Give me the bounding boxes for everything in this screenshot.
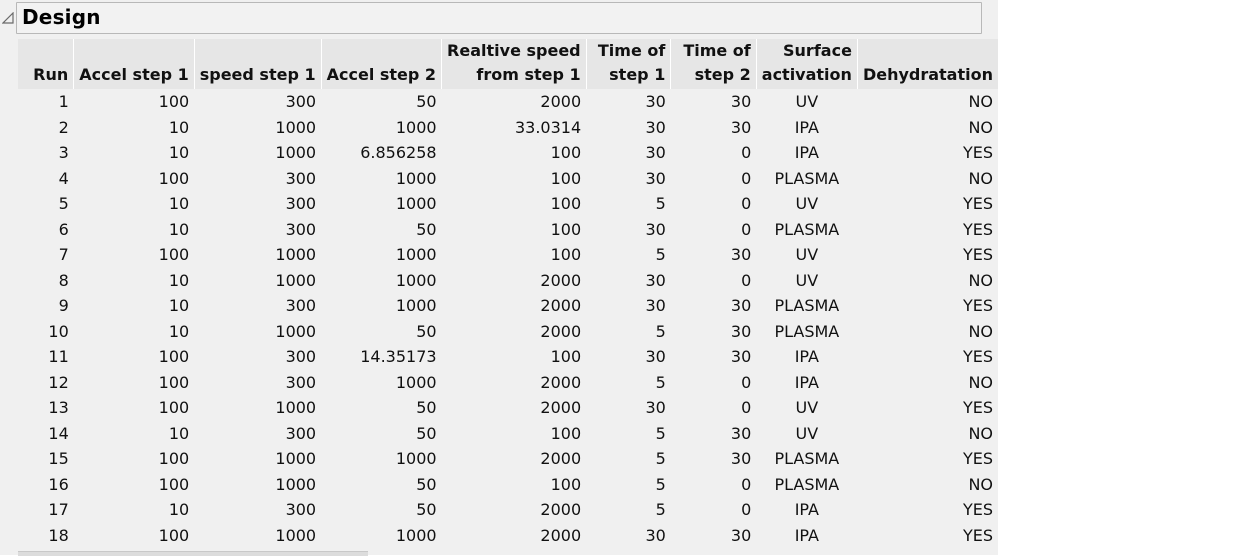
cell-time-step-1[interactable]: 5: [655, 474, 666, 494]
cell-run[interactable]: 2: [58, 117, 69, 137]
cell-time-step-2[interactable]: 0: [741, 500, 752, 519]
cell-accel-step-1[interactable]: 100: [158, 525, 190, 545]
table-row[interactable]: [18, 166, 998, 192]
cell-run[interactable]: 17: [48, 500, 69, 519]
cell-time-step-2[interactable]: 0: [741, 143, 752, 162]
cell-surface-activation[interactable]: IPA: [794, 525, 819, 545]
cell-run[interactable]: 15: [48, 449, 69, 468]
cell-accel-step-1[interactable]: 10: [168, 194, 190, 213]
cell-speed-step-1[interactable]: 300: [285, 500, 317, 519]
header-accel-step-1-label: Accel step 1: [79, 65, 189, 84]
cell-surface-activation[interactable]: UV: [795, 398, 819, 417]
cell-run[interactable]: 6: [58, 219, 69, 239]
cell-relative-speed[interactable]: 2000: [540, 398, 582, 417]
cell-relative-speed[interactable]: 33.0314: [514, 117, 582, 137]
disclosure-triangle-icon[interactable]: [2, 12, 14, 24]
cell-time-step-1[interactable]: 30: [645, 143, 666, 162]
cell-time-step-2[interactable]: 0: [741, 168, 752, 188]
cell-relative-speed[interactable]: 2000: [540, 449, 582, 468]
header-time-step-2[interactable]: [671, 39, 756, 89]
cell-dehydratation[interactable]: NO: [968, 92, 993, 111]
header-speed-step-1[interactable]: [194, 39, 321, 89]
cell-accel-step-2[interactable]: 14.35173: [360, 347, 437, 366]
cell-accel-step-1[interactable]: 10: [168, 321, 190, 341]
table-row[interactable]: [18, 140, 998, 166]
cell-speed-step-1[interactable]: 1000: [275, 143, 317, 162]
cell-accel-step-2[interactable]: 1000: [395, 449, 437, 468]
cell-surface-activation[interactable]: PLASMA: [774, 296, 840, 315]
cell-run[interactable]: 8: [58, 270, 69, 290]
cell-dehydratation[interactable]: NO: [968, 270, 993, 290]
header-run[interactable]: [18, 39, 74, 89]
table-header-row: [18, 39, 998, 89]
cell-surface-activation[interactable]: IPA: [794, 372, 819, 392]
cell-time-step-2[interactable]: 0: [741, 398, 752, 417]
cell-dehydratation[interactable]: NO: [968, 474, 993, 494]
cell-speed-step-1[interactable]: 1000: [275, 449, 317, 468]
cell-dehydratation[interactable]: NO: [968, 372, 993, 392]
cell-dehydratation[interactable]: NO: [968, 321, 993, 341]
cell-surface-activation[interactable]: PLASMA: [774, 449, 840, 468]
cell-accel-step-2[interactable]: 50: [416, 321, 437, 341]
cell-accel-step-1[interactable]: 10: [168, 270, 190, 290]
header-accel-step-2[interactable]: [321, 39, 441, 89]
cell-run[interactable]: 7: [58, 245, 69, 264]
cell-time-step-2[interactable]: 30: [730, 423, 752, 443]
table-row[interactable]: [18, 370, 998, 396]
header-accel-step-2-label: Accel step 2: [326, 65, 437, 84]
header-time-step-1[interactable]: [586, 39, 671, 89]
cell-run[interactable]: 4: [58, 168, 69, 188]
design-table: [18, 39, 998, 548]
cell-accel-step-2[interactable]: 50: [416, 219, 437, 239]
cell-dehydratation[interactable]: YES: [962, 449, 993, 468]
outline-title-box[interactable]: [16, 2, 982, 34]
cell-dehydratation[interactable]: YES: [962, 347, 993, 366]
table-row[interactable]: [18, 319, 998, 345]
cell-speed-step-1[interactable]: 300: [285, 423, 317, 443]
cell-time-step-1[interactable]: 30: [645, 525, 666, 545]
cell-relative-speed[interactable]: 2000: [540, 500, 582, 519]
cell-time-step-2[interactable]: 30: [730, 92, 752, 111]
cell-time-step-2[interactable]: 0: [741, 474, 752, 494]
cell-time-step-2[interactable]: 0: [741, 219, 752, 239]
cell-speed-step-1[interactable]: 1000: [275, 270, 317, 290]
table-row[interactable]: [18, 242, 998, 268]
cell-dehydratation[interactable]: YES: [962, 143, 993, 162]
outline-title: Design: [22, 5, 101, 29]
cell-accel-step-2[interactable]: 1000: [395, 525, 437, 545]
cell-time-step-1[interactable]: 30: [645, 296, 666, 315]
table-row[interactable]: [18, 191, 998, 217]
table-row[interactable]: [18, 89, 998, 115]
header-time-step-1-line2: step 1: [609, 65, 666, 84]
cell-relative-speed[interactable]: 100: [550, 143, 582, 162]
cell-time-step-2[interactable]: 30: [730, 449, 752, 468]
table-row[interactable]: [18, 268, 998, 294]
cell-accel-step-1[interactable]: 10: [168, 423, 190, 443]
cell-dehydratation[interactable]: YES: [962, 194, 993, 213]
table-row[interactable]: [18, 421, 998, 447]
cell-dehydratation[interactable]: NO: [968, 168, 993, 188]
cell-surface-activation[interactable]: UV: [795, 245, 819, 264]
table-row[interactable]: [18, 115, 998, 141]
cell-relative-speed[interactable]: 2000: [540, 92, 582, 111]
cell-run[interactable]: 12: [48, 372, 69, 392]
cell-time-step-2[interactable]: 30: [730, 347, 752, 366]
cell-time-step-2[interactable]: 0: [741, 194, 752, 213]
cell-surface-activation[interactable]: IPA: [794, 347, 819, 366]
cell-time-step-1[interactable]: 5: [655, 245, 666, 264]
cell-surface-activation[interactable]: IPA: [794, 500, 819, 519]
cell-dehydratation[interactable]: NO: [968, 423, 993, 443]
cell-accel-step-2[interactable]: 1000: [395, 117, 437, 137]
cell-speed-step-1[interactable]: 1000: [275, 117, 317, 137]
table-row[interactable]: [18, 523, 998, 549]
header-relative-speed-line1: Realtive speed: [447, 41, 581, 60]
table-row[interactable]: [18, 472, 998, 498]
cell-run[interactable]: 13: [48, 398, 69, 417]
cell-time-step-1[interactable]: 30: [645, 92, 666, 111]
cell-time-step-1[interactable]: 30: [645, 168, 666, 188]
design-outline-header[interactable]: [0, 2, 984, 34]
cell-time-step-2[interactable]: 30: [730, 296, 752, 315]
cell-accel-step-2[interactable]: 1000: [395, 194, 437, 213]
cell-run[interactable]: 5: [58, 194, 69, 213]
header-run-label: Run: [33, 65, 69, 84]
cell-time-step-2[interactable]: 30: [730, 321, 752, 341]
cell-speed-step-1[interactable]: 300: [285, 372, 317, 392]
cell-accel-step-2[interactable]: 1000: [395, 372, 437, 392]
cell-accel-step-2[interactable]: 1000: [395, 168, 437, 188]
cell-relative-speed[interactable]: 2000: [540, 372, 582, 392]
cell-surface-activation[interactable]: UV: [795, 270, 819, 290]
cell-relative-speed[interactable]: 2000: [540, 321, 582, 341]
header-relative-speed-line2: from step 1: [476, 65, 581, 84]
cell-surface-activation[interactable]: IPA: [794, 143, 819, 162]
cell-speed-step-1[interactable]: 300: [285, 347, 317, 366]
cell-relative-speed[interactable]: 100: [550, 245, 582, 264]
cell-speed-step-1[interactable]: 1000: [275, 474, 317, 494]
cell-run[interactable]: 10: [48, 321, 69, 341]
cell-dehydratation[interactable]: YES: [962, 398, 993, 417]
cell-dehydratation[interactable]: YES: [962, 525, 993, 545]
cell-surface-activation[interactable]: PLASMA: [774, 219, 840, 239]
horizontal-scrollbar[interactable]: [18, 551, 368, 556]
header-accel-step-1[interactable]: [74, 39, 194, 89]
cell-relative-speed[interactable]: 100: [550, 474, 582, 494]
table-row[interactable]: [18, 344, 998, 370]
cell-accel-step-2[interactable]: 50: [416, 474, 437, 494]
cell-time-step-1[interactable]: 30: [645, 117, 666, 137]
cell-time-step-1[interactable]: 30: [645, 347, 666, 366]
cell-relative-speed[interactable]: 2000: [540, 270, 582, 290]
header-relative-speed[interactable]: [442, 39, 587, 89]
cell-accel-step-1[interactable]: 100: [158, 92, 190, 111]
cell-run[interactable]: 3: [58, 143, 69, 162]
cell-time-step-1[interactable]: 5: [655, 372, 666, 392]
cell-surface-activation[interactable]: PLASMA: [774, 168, 840, 188]
table-row[interactable]: [18, 293, 998, 319]
cell-time-step-2[interactable]: 30: [730, 525, 752, 545]
cell-time-step-2[interactable]: 0: [741, 270, 752, 290]
cell-time-step-1[interactable]: 30: [645, 398, 666, 417]
cell-accel-step-1[interactable]: 10: [168, 296, 190, 315]
cell-speed-step-1[interactable]: 300: [285, 219, 317, 239]
cell-accel-step-1[interactable]: 10: [168, 219, 190, 239]
header-time-step-2-line1: Time of: [683, 41, 751, 60]
cell-relative-speed[interactable]: 2000: [540, 525, 582, 545]
cell-surface-activation[interactable]: UV: [795, 92, 819, 111]
cell-speed-step-1[interactable]: 1000: [275, 525, 317, 545]
cell-run[interactable]: 18: [48, 525, 69, 545]
header-time-step-2-line2: step 2: [694, 65, 751, 84]
cell-time-step-1[interactable]: 30: [645, 219, 666, 239]
table-row[interactable]: [18, 497, 998, 523]
cell-relative-speed[interactable]: 100: [550, 423, 582, 443]
header-dehydratation[interactable]: [857, 39, 998, 89]
cell-speed-step-1[interactable]: 1000: [275, 245, 317, 264]
cell-speed-step-1[interactable]: 300: [285, 194, 317, 213]
cell-accel-step-2[interactable]: 50: [416, 500, 437, 519]
cell-surface-activation[interactable]: IPA: [794, 117, 819, 137]
header-surface-activation-line1: Surface: [783, 41, 852, 60]
cell-accel-step-2[interactable]: 6.856258: [360, 143, 437, 162]
cell-speed-step-1[interactable]: 1000: [275, 321, 317, 341]
cell-accel-step-2[interactable]: 1000: [395, 296, 437, 315]
cell-accel-step-1[interactable]: 100: [158, 168, 190, 188]
cell-accel-step-1[interactable]: 10: [168, 500, 190, 519]
table-row[interactable]: [18, 446, 998, 472]
cell-accel-step-1[interactable]: 100: [158, 398, 190, 417]
cell-accel-step-1[interactable]: 100: [158, 449, 190, 468]
cell-speed-step-1[interactable]: 300: [285, 296, 317, 315]
cell-run[interactable]: 14: [48, 423, 69, 443]
cell-surface-activation[interactable]: PLASMA: [774, 321, 840, 341]
cell-accel-step-1[interactable]: 10: [168, 143, 190, 162]
cell-accel-step-2[interactable]: 50: [416, 423, 437, 443]
cell-accel-step-1[interactable]: 100: [158, 245, 190, 264]
cell-dehydratation[interactable]: YES: [962, 500, 993, 519]
header-dehydratation-label: Dehydratation: [862, 65, 993, 84]
cell-time-step-1[interactable]: 5: [655, 500, 666, 519]
cell-relative-speed[interactable]: 100: [550, 347, 582, 366]
table-row[interactable]: [18, 217, 998, 243]
cell-time-step-1[interactable]: 30: [645, 270, 666, 290]
cell-time-step-2[interactable]: 0: [741, 372, 752, 392]
cell-accel-step-1[interactable]: 100: [158, 372, 190, 392]
cell-relative-speed[interactable]: 2000: [540, 296, 582, 315]
cell-dehydratation[interactable]: NO: [968, 117, 993, 137]
cell-speed-step-1[interactable]: 1000: [275, 398, 317, 417]
cell-run[interactable]: 9: [58, 296, 69, 315]
cell-run[interactable]: 16: [48, 474, 69, 494]
cell-speed-step-1[interactable]: 300: [285, 168, 317, 188]
cell-accel-step-1[interactable]: 10: [168, 117, 190, 137]
cell-surface-activation[interactable]: PLASMA: [774, 474, 840, 494]
table-row[interactable]: [18, 395, 998, 421]
cell-relative-speed[interactable]: 100: [550, 219, 582, 239]
cell-surface-activation[interactable]: UV: [795, 423, 819, 443]
cell-run[interactable]: 11: [48, 347, 69, 366]
cell-time-step-1[interactable]: 5: [655, 423, 666, 443]
cell-relative-speed[interactable]: 100: [550, 168, 582, 188]
header-surface-activation[interactable]: [756, 39, 857, 89]
header-time-step-1-line1: Time of: [597, 41, 666, 60]
cell-accel-step-1[interactable]: 100: [158, 347, 190, 366]
cell-dehydratation[interactable]: YES: [962, 219, 993, 239]
cell-time-step-1[interactable]: 5: [655, 321, 666, 341]
cell-dehydratation[interactable]: YES: [962, 245, 993, 264]
cell-speed-step-1[interactable]: 300: [285, 92, 317, 111]
cell-accel-step-2[interactable]: 50: [416, 398, 437, 417]
header-speed-step-1-label: speed step 1: [199, 65, 316, 84]
cell-accel-step-2[interactable]: 50: [416, 92, 437, 111]
cell-accel-step-2[interactable]: 1000: [395, 270, 437, 290]
cell-dehydratation[interactable]: YES: [962, 296, 993, 315]
cell-relative-speed[interactable]: 100: [550, 194, 582, 213]
cell-surface-activation[interactable]: UV: [795, 194, 819, 213]
cell-time-step-1[interactable]: 5: [655, 449, 666, 468]
cell-time-step-2[interactable]: 30: [730, 117, 752, 137]
cell-accel-step-1[interactable]: 100: [158, 474, 190, 494]
header-surface-activation-line2: activation: [761, 65, 852, 84]
cell-run[interactable]: 1: [58, 92, 69, 111]
cell-time-step-2[interactable]: 30: [730, 245, 752, 264]
cell-accel-step-2[interactable]: 1000: [395, 245, 437, 264]
cell-time-step-1[interactable]: 5: [655, 194, 666, 213]
